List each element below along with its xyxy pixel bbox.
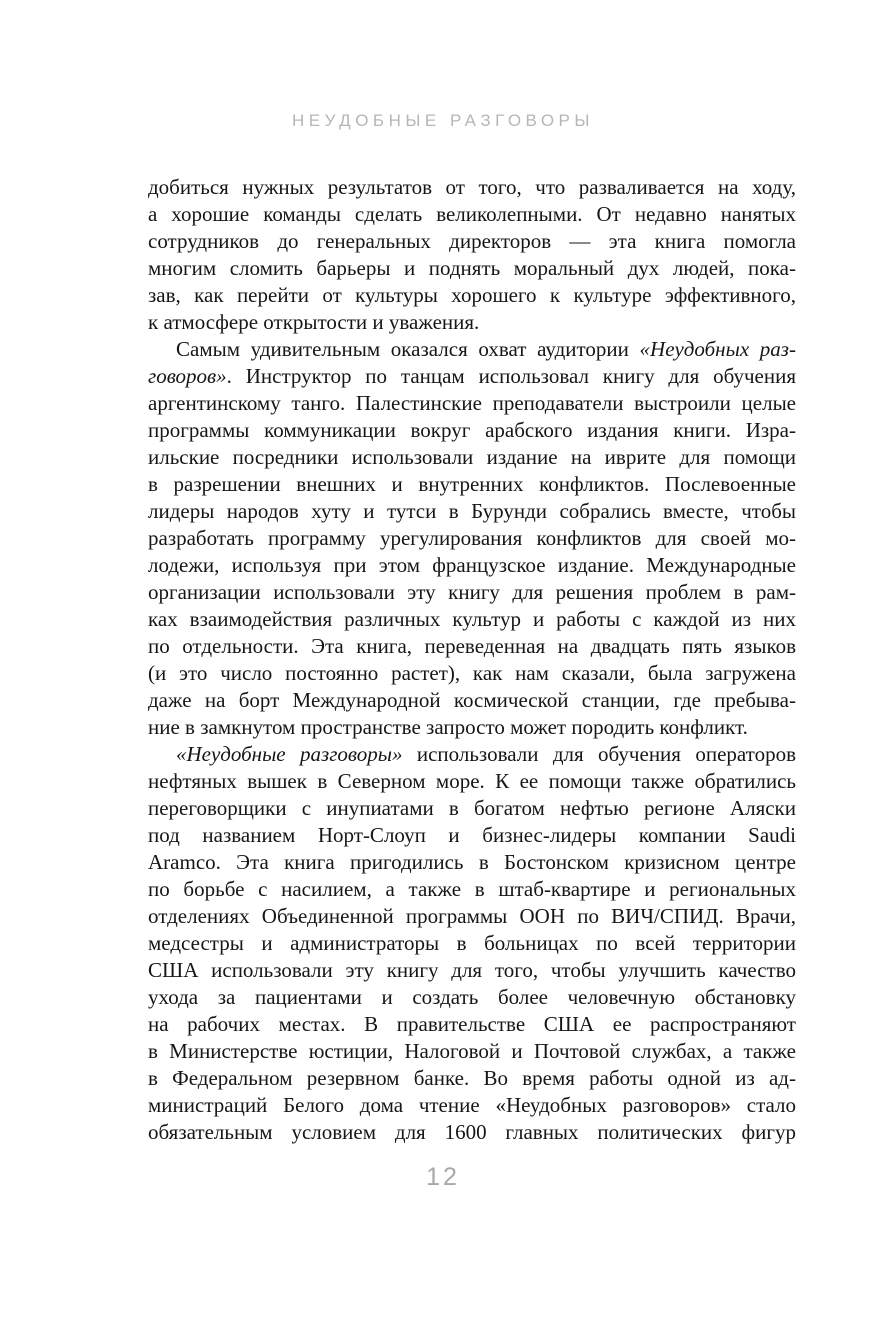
text-run: программы коммуникации вокруг арабского издания книги. Изра- (148, 418, 796, 442)
text-line (148, 228, 796, 255)
text-run: сотрудников до генеральных директоров — эта книга помогла (148, 229, 796, 253)
text-run: в разрешении внешних и внутренних конфликтов. Послевоенные (148, 472, 796, 496)
text-line (148, 876, 796, 903)
text-run: переговорщики с инупиатами в богатом нефтью регионе Аляски (148, 796, 796, 820)
text-line (148, 255, 796, 282)
body-text (148, 174, 796, 1146)
text-line (148, 471, 796, 498)
text-line (148, 201, 796, 228)
text-line (148, 1119, 796, 1146)
text-line (148, 498, 796, 525)
text-run: отделениях Объединенной программы ООН по ВИЧ/СПИД. Врачи, (148, 904, 796, 928)
text-line (148, 741, 796, 768)
text-run: аргентинскому танго. Палестинские преподаватели выстроили целые (148, 391, 796, 415)
text-line (148, 849, 796, 876)
text-run: Самым удивительным оказался охват аудитории (176, 337, 640, 361)
text-run: нефтяных вышек в Северном море. К ее помощи также обратились (148, 769, 796, 793)
text-line (148, 606, 796, 633)
text-line (148, 552, 796, 579)
text-run: ильские посредники использовали издание на иврите для помощи (148, 445, 796, 469)
text-run: в Федеральном резервном банке. Во время работы одной из ад- (148, 1066, 796, 1090)
text-line (148, 714, 796, 741)
text-run: лидеры народов хуту и тутси в Бурунди собрались вместе, чтобы (148, 499, 796, 523)
text-line (148, 768, 796, 795)
text-line (148, 822, 796, 849)
text-run: . Инструктор по танцам использовал книгу для обучения (226, 364, 796, 388)
text-line (148, 363, 796, 390)
page-number: 12 (426, 1163, 460, 1191)
text-line (148, 444, 796, 471)
book-title-italic: «Неудобные разговоры» (176, 742, 403, 766)
text-run: ухода за пациентами и создать более человечную обстановку (148, 985, 796, 1009)
text-run: медсестры и администраторы в больницах по всей территории (148, 931, 796, 955)
text-line (148, 282, 796, 309)
text-run: по борьбе с насилием, а также в штаб-квартире и региональных (148, 877, 796, 901)
text-run: даже на борт Международной космической станции, где пребыва- (148, 688, 796, 712)
text-line (148, 633, 796, 660)
text-line (148, 984, 796, 1011)
text-line (148, 309, 796, 336)
text-line (148, 579, 796, 606)
text-run: на рабочих местах. В правительстве США ее распространяют (148, 1012, 796, 1036)
text-run: ках взаимодействия различных культур и работы с каждой из них (148, 607, 796, 631)
text-line (148, 957, 796, 984)
text-line (148, 795, 796, 822)
text-run: добиться нужных результатов от того, что разваливается на ходу, (148, 175, 796, 199)
text-run: под названием Норт-Слоуп и бизнес-лидеры компании Saudi (148, 823, 796, 847)
text-run: ние в замкнутом пространстве запросто может породить конфликт. (148, 715, 748, 739)
text-run: в Министерстве юстиции, Налоговой и Почтовой службах, а также (148, 1039, 796, 1063)
text-line (148, 390, 796, 417)
text-run: по отдельности. Эта книга, переведенная на двадцать пять языков (148, 634, 796, 658)
text-run: разработать программу урегулирования конфликтов для своей мо- (148, 526, 796, 550)
text-run: США использовали эту книгу для того, чтобы улучшить качество (148, 958, 796, 982)
text-run: многим сломить барьеры и поднять моральный дух людей, пока- (148, 256, 796, 280)
text-line (148, 525, 796, 552)
book-title-italic: говоров» (148, 364, 227, 388)
text-run: организации использовали эту книгу для решения проблем в рам- (148, 580, 796, 604)
text-line (148, 1065, 796, 1092)
text-line (148, 660, 796, 687)
text-line (148, 336, 796, 363)
text-run: а хорошие команды сделать великолепными. От недавно нанятых (148, 202, 796, 226)
text-run: лодежи, используя при этом французское издание. Международные (148, 553, 796, 577)
text-line (148, 1038, 796, 1065)
running-header: НЕУДОБНЫЕ РАЗГОВОРЫ (292, 111, 594, 130)
text-run: к атмосфере открытости и уважения. (148, 310, 480, 334)
text-run: (и это число постоянно растет), как нам сказали, была загружена (148, 661, 796, 685)
text-run: использовали для обучения операторов (402, 742, 796, 766)
text-run: Aramco. Эта книга пригодились в Бостонском кризисном центре (148, 850, 796, 874)
text-line (148, 174, 796, 201)
text-line (148, 687, 796, 714)
book-title-italic: «Неудобных раз- (639, 337, 796, 361)
text-line (148, 1011, 796, 1038)
text-line (148, 903, 796, 930)
text-line (148, 930, 796, 957)
text-run: обязательным условием для 1600 главных политических фигур (148, 1120, 796, 1144)
text-run: министраций Белого дома чтение «Неудобных разговоров» стало (148, 1093, 796, 1117)
text-run: зав, как перейти от культуры хорошего к культуре эффективного, (148, 283, 796, 307)
text-line (148, 417, 796, 444)
text-line (148, 1092, 796, 1119)
